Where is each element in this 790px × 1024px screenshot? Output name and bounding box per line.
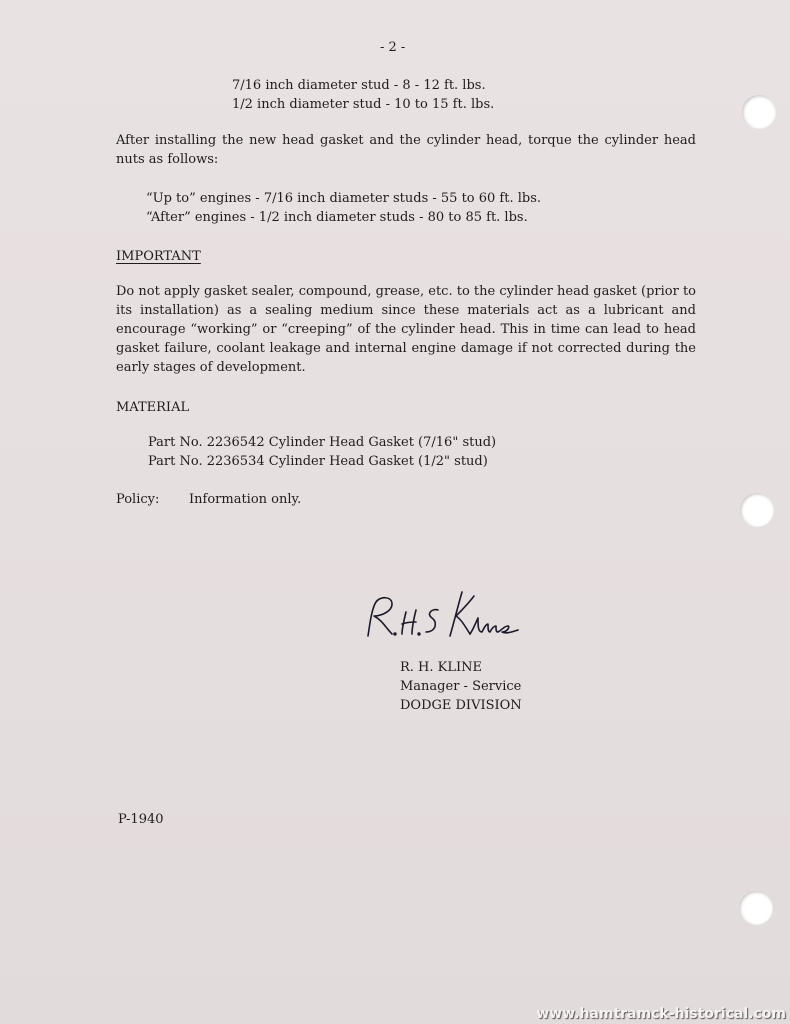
material-heading: MATERIAL (116, 400, 190, 415)
signer-division: DODGE DIVISION (400, 698, 522, 713)
policy-value: Information only. (189, 492, 302, 507)
intro-paragraph: After installing the new head gasket and the cylinder head, torque the cylinder head nuts as follows: (116, 133, 696, 167)
important-heading: IMPORTANT (116, 249, 201, 264)
signer-title: Manager - Service (400, 679, 522, 694)
torque-line-7-16: 7/16 inch diameter stud - 8 - 12 ft. lbs. (232, 78, 486, 93)
signer-name: R. H. KLINE (400, 660, 482, 675)
punch-hole-top (742, 95, 776, 129)
important-paragraph: Do not apply gasket sealer, compound, grease, etc. to the cylinder head gasket (prior to its installation) as a sealing medium since these materials act as a lubricant and encourage “working” or “creeping” of the cylinder head. This in time can lead to head gasket failure, coolant leakage and internal engine damage if not corrected during the early stages of development. (116, 284, 696, 375)
page-number: - 2 - (380, 40, 406, 55)
torque-line-1-2: 1/2 inch diameter stud - 10 to 15 ft. lbs. (232, 97, 495, 112)
punch-hole-middle (740, 493, 774, 527)
document-code: P-1940 (118, 812, 164, 827)
engine-line-up-to: “Up to” engines - 7/16 inch diameter studs - 55 to 60 ft. lbs. (146, 191, 542, 206)
handwritten-signature (362, 582, 522, 644)
part-line-1: Part No. 2236542 Cylinder Head Gasket (7/16" stud) (148, 435, 497, 450)
policy-label: Policy: (116, 492, 160, 507)
punch-hole-bottom (739, 891, 773, 925)
website-watermark: www.hamtramck-historical.com (536, 1006, 786, 1022)
part-line-2: Part No. 2236534 Cylinder Head Gasket (1/2" stud) (148, 454, 488, 469)
engine-line-after: “After” engines - 1/2 inch diameter studs - 80 to 85 ft. lbs. (146, 210, 528, 225)
